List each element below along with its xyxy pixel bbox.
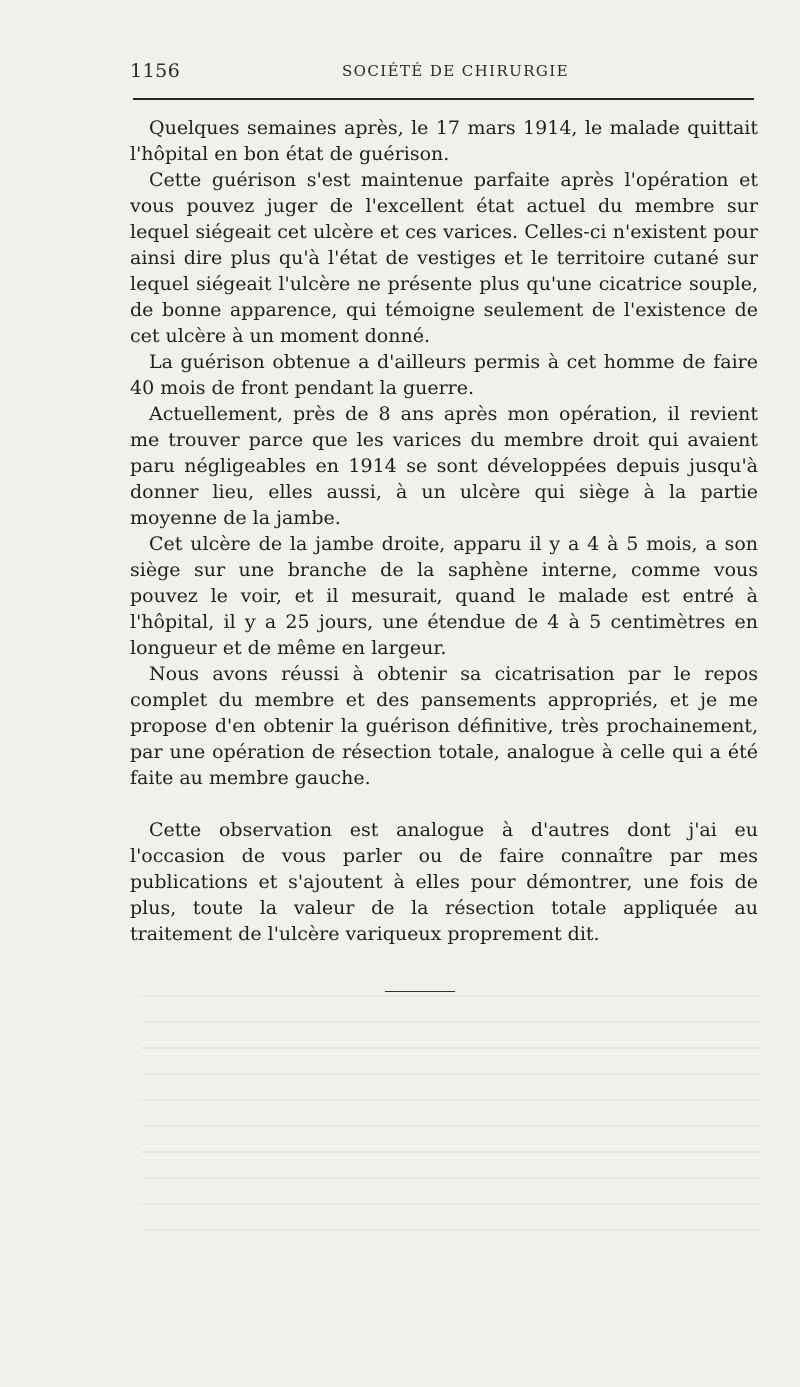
conclusion-paragraph: Cette observation est analogue à d'autres dont j'ai eu l'occasion de vous parler ou de faire connaître par mes publications et s'ajoutent à elles pour démontrer, une fois de plus, toute la valeur de la résection totale appliquée au traitement de l'ulcère variqueux proprement dit. [130,819,758,945]
paragraph: Cet ulcère de la jambe droite, apparu il y a 4 à 5 mois, a son siège sur une branche de la saphène interne, comme vous pouvez le voir, et il mesurait, quand le malade est entré à l'hôpital, il y a 25 jours, une étendue de 4 à 5 centimètres en longueur et de même en largeur. [130,533,758,659]
show-through-texture [140,995,760,1255]
page-number: 1156 [130,60,181,82]
header-rule [133,98,754,100]
paragraph: Cette guérison s'est maintenue parfaite après l'opération et vous pouvez juger de l'excellent état actuel du membre sur lequel siégeait cet ulcère et ces varices. Celles-ci n'existent pour ainsi dire plus qu'à l'état de vestiges et le territoire cutané sur lequel siégeait l'ulcère ne présente plus qu'une cicatrice souple, de bonne apparence, qui témoigne seulement de l'existence de cet ulcère à un moment donné. [130,169,758,347]
paragraph: Quelques semaines après, le 17 mars 1914, le malade quittait l'hôpital en bon état de guérison. [130,117,758,165]
paragraph: Nous avons réussi à obtenir sa cicatrisation par le repos complet du membre et des pansements appropriés, et je me propose d'en obtenir la guérison définitive, très prochainement, par une opération de résection totale, analogue à celle qui a été faite au membre gauche. [130,663,758,789]
running-head: SOCIÉTÉ DE CHIRURGIE [342,62,569,80]
body-text [130,115,758,947]
end-rule [385,991,455,992]
paragraph: La guérison obtenue a d'ailleurs permis à cet homme de faire 40 mois de front pendant la guerre. [130,351,758,399]
paragraph: Actuellement, près de 8 ans après mon opération, il revient me trouver parce que les varices du membre droit qui avaient paru négligeables en 1914 se sont développées depuis jusqu'à donner lieu, elles aussi, à un ulcère qui siège à la partie moyenne de la jambe. [130,403,758,529]
